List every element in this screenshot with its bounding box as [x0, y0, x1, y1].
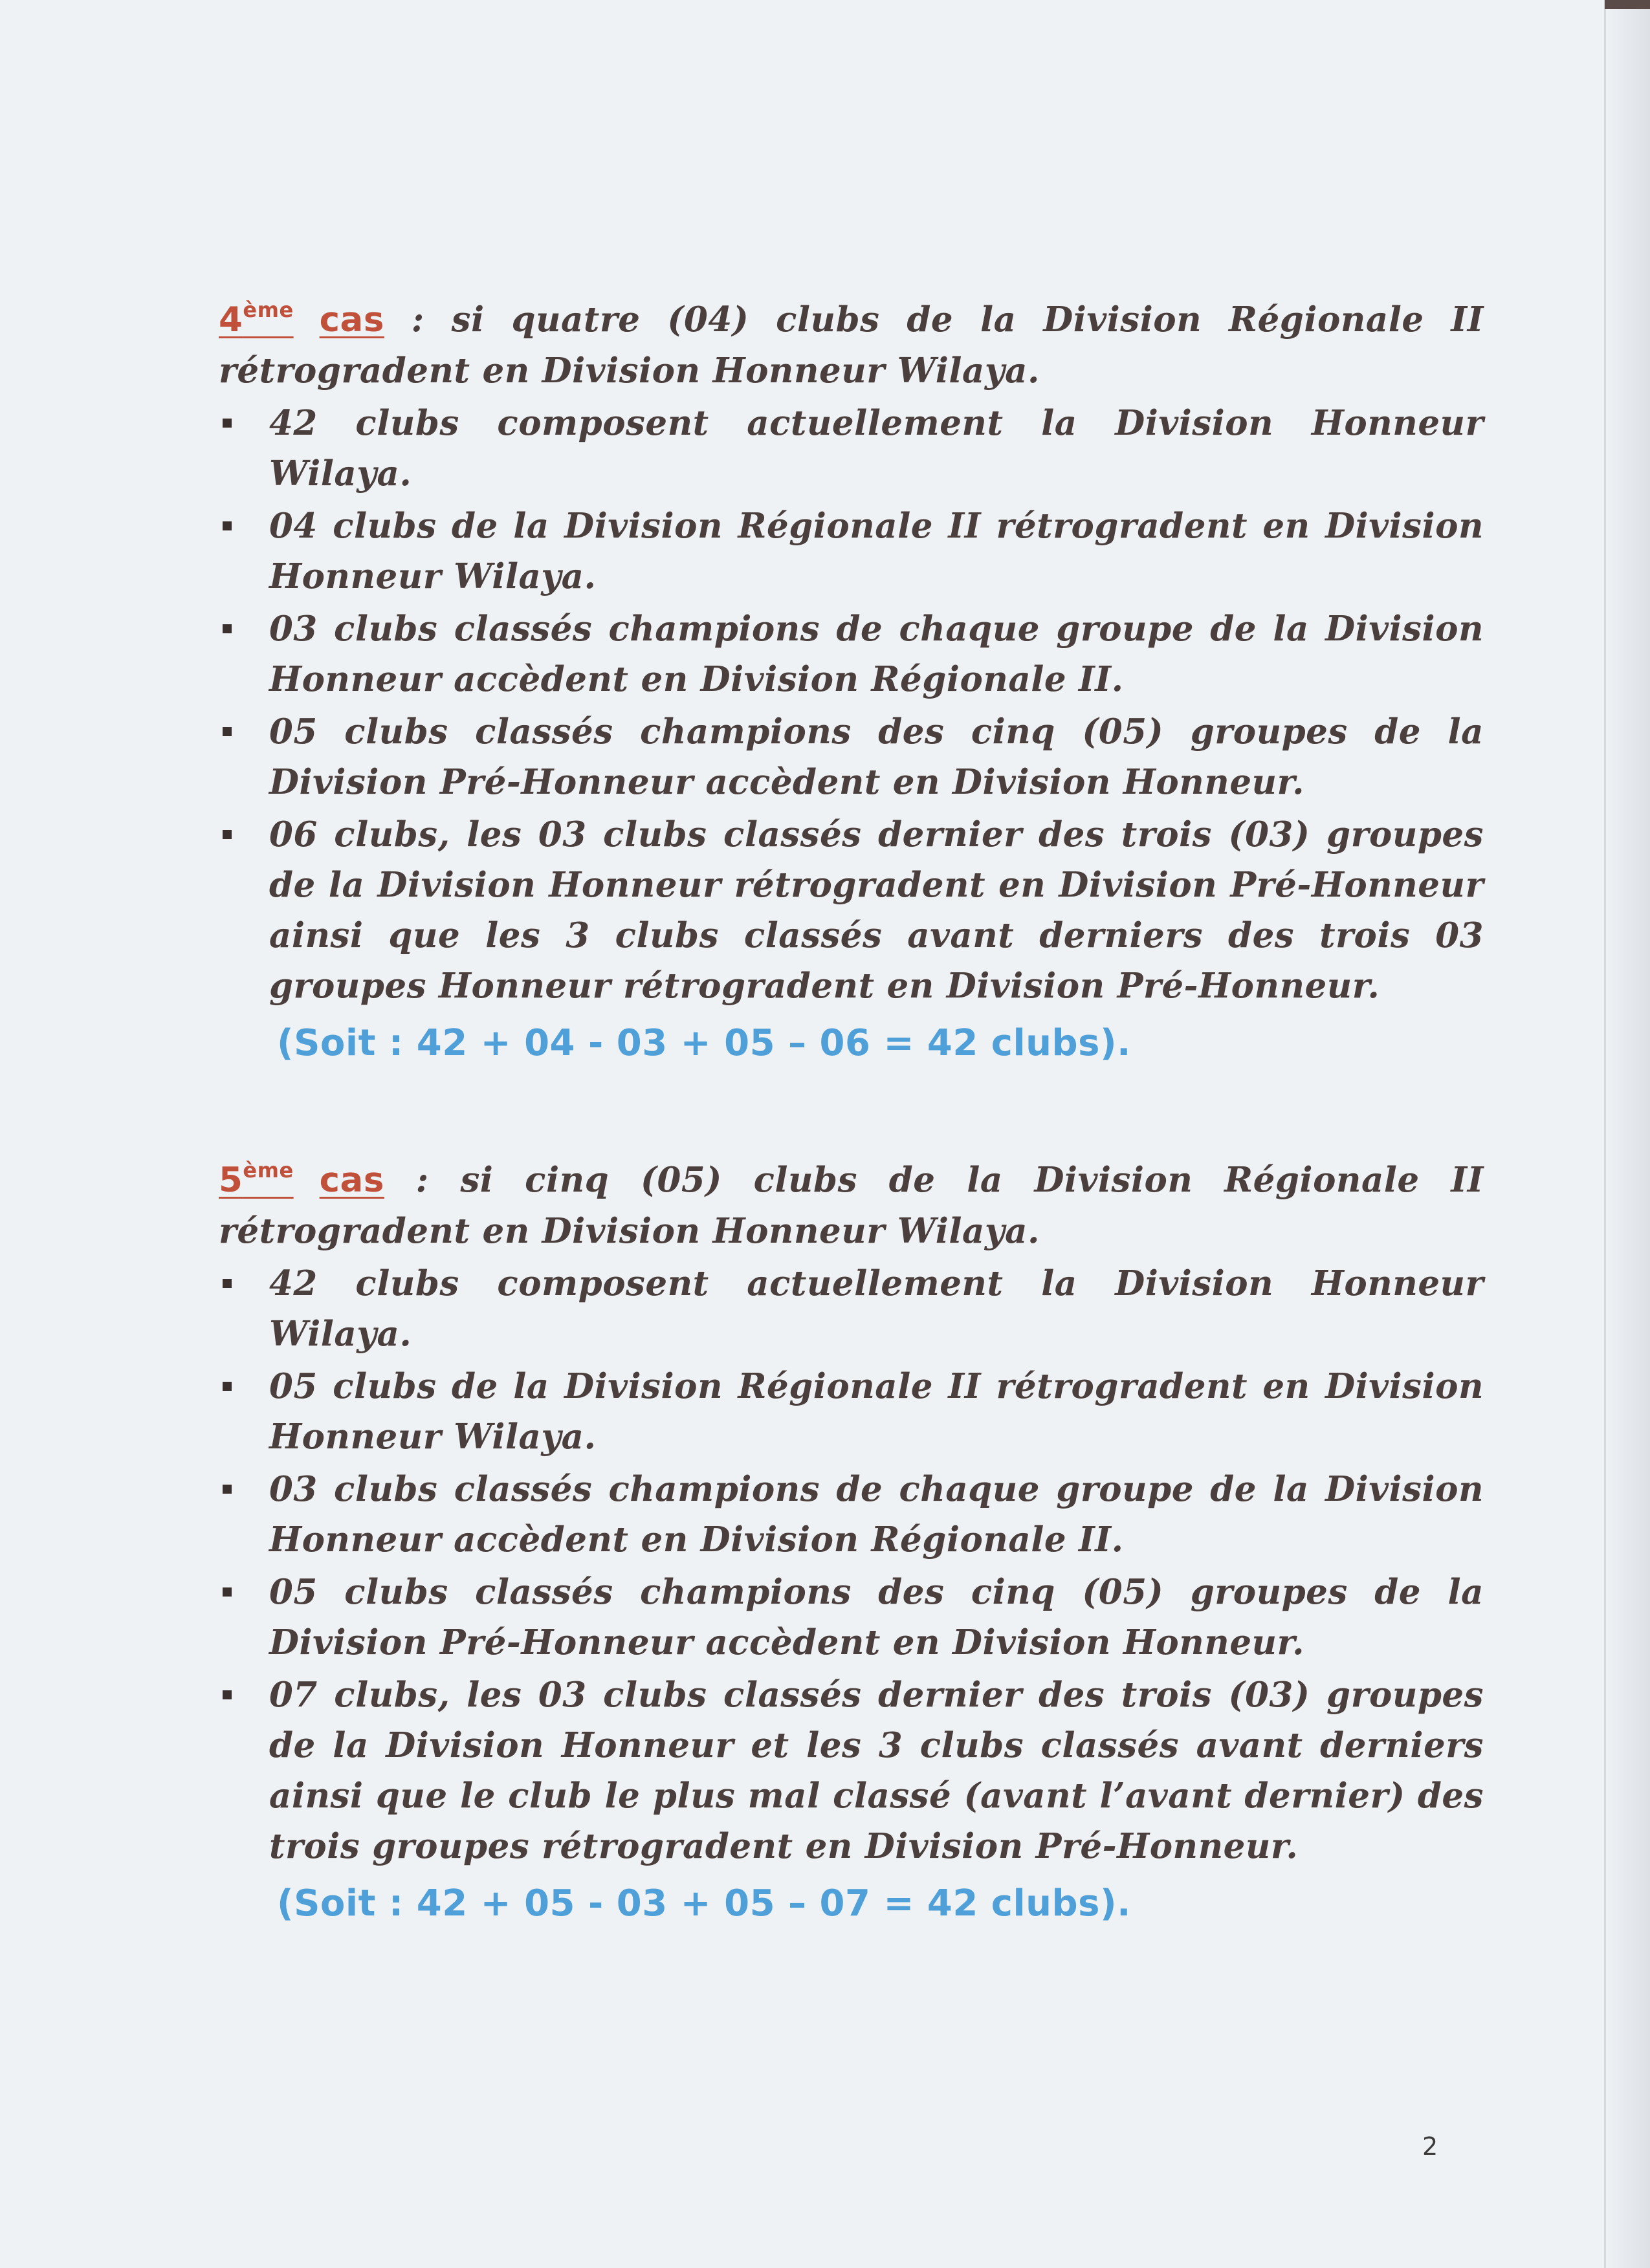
case-word: cas: [319, 1161, 384, 1200]
bullet-text: 05 clubs classés champions des cinq (05) groupes de la Division Pré-Honneur accèdent en Division Honneur.: [269, 1572, 1484, 1663]
case-heading-text: : si cinq (05) clubs de la Division Régionale II rétrogradent en Division Honneur Wilaya.: [219, 1160, 1484, 1251]
equation-summary: (Soit : 42 + 04 - 03 + 05 – 06 = 42 clubs).: [277, 1022, 1131, 1064]
bullet-square-icon: [223, 727, 232, 736]
bullet-item: [219, 809, 1484, 1011]
page-number: 2: [1422, 2132, 1438, 2161]
case-number: 5: [219, 1161, 243, 1200]
bullet-item: [219, 604, 1484, 704]
case-superscript: ème: [243, 298, 294, 322]
case-heading: [219, 1155, 1484, 1256]
bullet-text: 05 clubs de la Division Régionale II rétrogradent en Division Honneur Wilaya.: [269, 1366, 1484, 1457]
bullet-item: [219, 1258, 1484, 1359]
bullet-item: [219, 706, 1484, 807]
page-edge-shadow: [1604, 0, 1606, 2268]
bullet-item: [219, 398, 1484, 499]
corner-mark: [1605, 0, 1650, 9]
case-section-4: [219, 294, 1484, 1069]
bullet-item: [219, 1464, 1484, 1565]
bullet-text: 04 clubs de la Division Régionale II rétrogradent en Division Honneur Wilaya.: [269, 506, 1484, 596]
bullet-square-icon: [223, 1279, 232, 1288]
bullet-text: 42 clubs composent actuellement la Division Honneur Wilaya.: [269, 403, 1484, 494]
page-edge: [1605, 0, 1650, 2268]
bullet-square-icon: [223, 1485, 232, 1494]
bullet-list: [219, 398, 1484, 1011]
bullet-square-icon: [223, 1690, 232, 1699]
bullet-square-icon: [223, 419, 232, 428]
bullet-square-icon: [223, 1382, 232, 1391]
case-heading-text: : si quatre (04) clubs de la Division Régionale II rétrogradent en Division Honneur Wilaya.: [219, 300, 1484, 391]
bullet-item: [219, 1670, 1484, 1871]
case-heading: [219, 294, 1484, 396]
bullet-text: 03 clubs classés champions de chaque groupe de la Division Honneur accèdent en Division Régionale II.: [269, 609, 1484, 699]
bullet-square-icon: [223, 830, 232, 839]
case-superscript: ème: [243, 1158, 294, 1183]
bullet-item: [219, 1361, 1484, 1462]
case-number: 4: [219, 300, 243, 340]
bullet-square-icon: [223, 1587, 232, 1597]
case-section-5: [219, 1155, 1484, 1930]
bullet-list: [219, 1258, 1484, 1871]
bullet-item: [219, 501, 1484, 602]
case-label: [219, 1158, 384, 1200]
bullet-square-icon: [223, 624, 232, 633]
bullet-item: [219, 1567, 1484, 1668]
bullet-square-icon: [223, 521, 232, 530]
bullet-text: 06 clubs, les 03 clubs classés dernier des trois (03) groupes de la Division Honneur rétrogradent en Division Pré-Honneur ainsi que les 3 clubs classés avant derniers des trois 03 groupes Honneur rétrogradent en Division Pré-Honneur.: [269, 814, 1484, 1006]
case-word: cas: [319, 300, 384, 340]
bullet-text: 03 clubs classés champions de chaque groupe de la Division Honneur accèdent en Division Régionale II.: [269, 1469, 1484, 1560]
bullet-text: 05 clubs classés champions des cinq (05) groupes de la Division Pré-Honneur accèdent en Division Honneur.: [269, 712, 1484, 802]
bullet-text: 07 clubs, les 03 clubs classés dernier des trois (03) groupes de la Division Honneur et les 3 clubs classés avant derniers ainsi que le club le plus mal classé (avant l’avant dernier) des trois groupes rétrogradent en Division Pré-Honneur.: [269, 1675, 1484, 1866]
bullet-text: 42 clubs composent actuellement la Division Honneur Wilaya.: [269, 1263, 1484, 1354]
equation-summary: (Soit : 42 + 05 - 03 + 05 – 07 = 42 clubs).: [277, 1882, 1131, 1925]
case-label: [219, 300, 384, 340]
